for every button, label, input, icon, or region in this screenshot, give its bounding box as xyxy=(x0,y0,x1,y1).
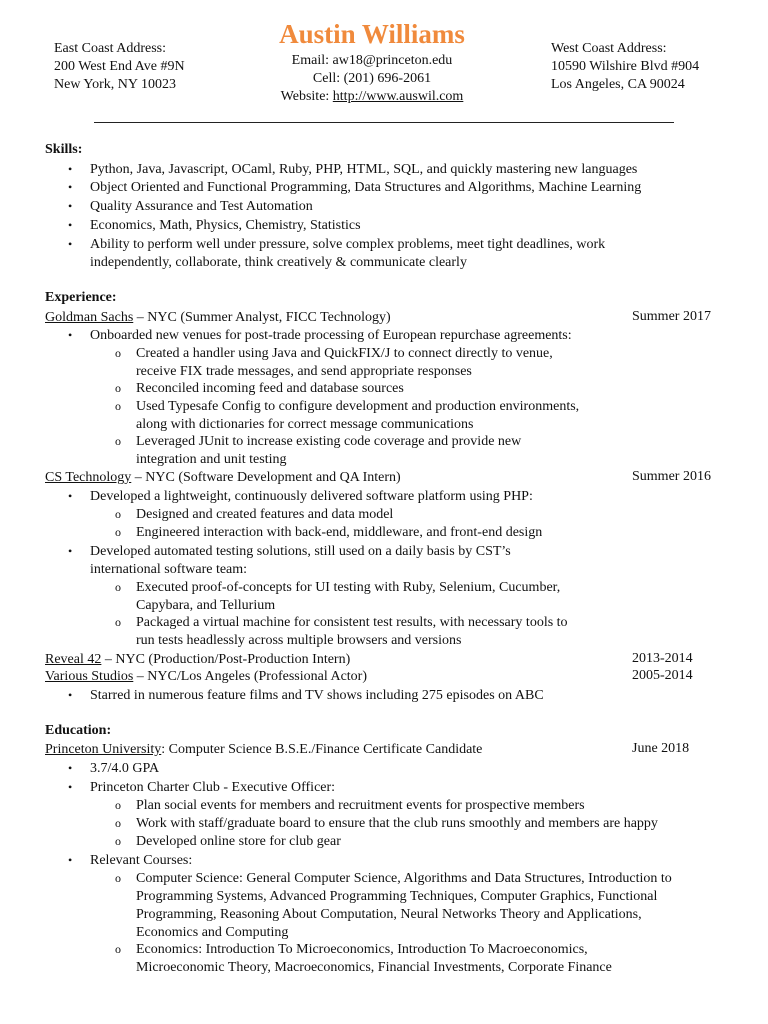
club-item: Work with staff/graduate board to ensure that the club runs smoothly and members are happy xyxy=(136,816,658,831)
job-sub-bullet-continued: run tests headlessly across multiple browsers and versions xyxy=(136,633,462,648)
cs-courses-continued: Programming, Reasoning About Computation, Neural Networks Theory and Applications, xyxy=(136,907,642,922)
school-line xyxy=(45,741,482,759)
sub-bullet-icon: o xyxy=(115,346,121,360)
skills-item: Python, Java, Javascript, OCaml, Ruby, PHP, HTML, SQL, and quickly mastering new languages xyxy=(90,162,638,177)
job-sub-bullet: Leveraged JUnit to increase existing code coverage and provide new xyxy=(136,434,522,449)
job-title-goldman xyxy=(45,309,391,327)
skills-item: Object Oriented and Functional Programming, Data Structures and Algorithms, Machine Learning xyxy=(90,180,642,195)
cs-courses-continued: Economics and Computing xyxy=(136,925,289,940)
graduation-date: June 2018 xyxy=(632,741,690,756)
job-sub-bullet: Engineered interaction with back-end, middleware, and front-end design xyxy=(136,525,543,540)
job-sub-bullet-continued: Capybara, and Tellurium xyxy=(136,598,276,613)
west-address-line2: Los Angeles, CA 90024 xyxy=(551,77,685,92)
job-sub-bullet: Created a handler using Java and QuickFIX/J to connect directly to venue, xyxy=(136,346,553,361)
sub-bullet-icon: o xyxy=(115,434,121,448)
west-address xyxy=(551,40,699,94)
west-address-line1: 10590 Wilshire Blvd #904 xyxy=(551,59,700,74)
sub-bullet-icon: o xyxy=(115,381,121,395)
job-title-reveal xyxy=(45,651,350,669)
sub-bullet-icon: o xyxy=(115,942,121,956)
sub-bullet-icon: o xyxy=(115,615,121,629)
sub-bullet-icon: o xyxy=(115,399,121,413)
job-date: Summer 2017 xyxy=(632,309,711,324)
job-bullet-continued: international software team: xyxy=(90,562,248,577)
job-bullet: Starred in numerous feature films and TV shows including 275 episodes on ABC xyxy=(90,688,544,703)
bullet-icon: • xyxy=(68,544,73,558)
job-role: – NYC (Summer Analyst, FICC Technology) xyxy=(133,310,391,325)
job-bullet: Developed automated testing solutions, still used on a daily basis by CST’s xyxy=(90,544,511,559)
skills-heading: Skills: xyxy=(45,142,83,157)
cs-courses-continued: Programming Systems, Advanced Programming Techniques, Computer Graphics, Functional xyxy=(136,889,658,904)
econ-courses: Economics: Introduction To Microeconomics, Introduction To Macroeconomics, xyxy=(136,942,588,957)
sub-bullet-icon: o xyxy=(115,798,121,812)
bullet-icon: • xyxy=(68,780,73,794)
company-goldman[interactable]: Goldman Sachs xyxy=(45,310,134,325)
east-address-line2: New York, NY 10023 xyxy=(54,77,176,92)
sub-bullet-icon: o xyxy=(115,816,121,830)
job-role: – NYC (Software Development and QA Intern) xyxy=(131,470,401,485)
east-address-title: East Coast Address: xyxy=(54,41,166,56)
experience-heading: Experience: xyxy=(45,290,117,305)
courses-title: Relevant Courses: xyxy=(90,853,193,868)
gpa: 3.7/4.0 GPA xyxy=(90,761,160,776)
company-reveal[interactable]: Reveal 42 xyxy=(45,652,102,667)
company-cst[interactable]: CS Technology xyxy=(45,470,132,485)
job-date: Summer 2016 xyxy=(632,469,711,484)
company-various[interactable]: Various Studios xyxy=(45,669,134,684)
bullet-icon: • xyxy=(68,853,73,867)
job-role: – NYC (Production/Post-Production Intern) xyxy=(101,652,351,667)
website-label: Website: xyxy=(280,89,333,104)
job-sub-bullet: Packaged a virtual machine for consistent test results, with necessary tools to xyxy=(136,615,568,630)
school-name[interactable]: Princeton University xyxy=(45,742,162,757)
email-label: Email: xyxy=(291,53,333,68)
club-item: Plan social events for members and recruitment events for prospective members xyxy=(136,798,585,813)
job-bullet: Onboarded new venues for post-trade processing of European repurchase agreements: xyxy=(90,328,572,343)
skills-item: Quality Assurance and Test Automation xyxy=(90,199,313,214)
job-role: – NYC/Los Angeles (Professional Actor) xyxy=(133,669,367,684)
resume-name: Austin Williams xyxy=(279,19,465,49)
bullet-icon: • xyxy=(68,218,73,232)
sub-bullet-icon: o xyxy=(115,507,121,521)
bullet-icon: • xyxy=(68,761,73,775)
bullet-icon: • xyxy=(68,237,73,251)
job-sub-bullet-continued: integration and unit testing xyxy=(136,452,287,467)
education-heading: Education: xyxy=(45,723,112,738)
sub-bullet-icon: o xyxy=(115,525,121,539)
skills-item-continued: independently, collaborate, think creatively & communicate clearly xyxy=(90,255,467,270)
job-sub-bullet-continued: along with dictionaries for correct message communications xyxy=(136,417,474,432)
cell-line: Cell: (201) 696-2061 xyxy=(312,71,432,86)
website-link[interactable]: http://www.auswil.com xyxy=(332,89,464,104)
bullet-icon: • xyxy=(68,688,73,702)
job-sub-bullet: Reconciled incoming feed and database sources xyxy=(136,381,404,396)
degree: : Computer Science B.S.E./Finance Certificate Candidate xyxy=(161,742,483,757)
job-sub-bullet: Executed proof-of-concepts for UI testing with Ruby, Selenium, Cucumber, xyxy=(136,580,561,595)
club-item: Developed online store for club gear xyxy=(136,834,341,849)
bullet-icon: • xyxy=(68,180,73,194)
email-link[interactable]: aw18@princeton.edu xyxy=(332,53,453,68)
west-address-title: West Coast Address: xyxy=(551,41,667,56)
bullet-icon: • xyxy=(68,489,73,503)
job-sub-bullet-continued: receive FIX trade messages, and send appropriate responses xyxy=(136,364,472,379)
job-title-cst xyxy=(45,469,401,487)
sub-bullet-icon: o xyxy=(115,834,121,848)
econ-courses-continued: Microeconomic Theory, Macroeconomics, Financial Investments, Corporate Finance xyxy=(136,960,612,975)
job-date: 2005-2014 xyxy=(632,668,693,683)
cs-courses: Computer Science: General Computer Science, Algorithms and Data Structures, Introduction to xyxy=(136,871,672,886)
bullet-icon: • xyxy=(68,328,73,342)
job-title-various xyxy=(45,668,367,686)
east-address-line1: 200 West End Ave #9N xyxy=(54,59,185,74)
job-sub-bullet: Designed and created features and data model xyxy=(136,507,394,522)
bullet-icon: • xyxy=(68,199,73,213)
sub-bullet-icon: o xyxy=(115,871,121,885)
job-bullet: Developed a lightweight, continuously delivered software platform using PHP: xyxy=(90,489,533,504)
job-sub-bullet: Used Typesafe Config to configure development and production environments, xyxy=(136,399,580,414)
sub-bullet-icon: o xyxy=(115,580,121,594)
header-divider xyxy=(94,122,674,123)
club-title: Princeton Charter Club - Executive Officer: xyxy=(90,780,336,795)
skills-item: Ability to perform well under pressure, solve complex problems, meet tight deadlines, work xyxy=(90,237,606,252)
bullet-icon: • xyxy=(68,162,73,176)
skills-item: Economics, Math, Physics, Chemistry, Statistics xyxy=(90,218,361,233)
job-date: 2013-2014 xyxy=(632,651,693,666)
